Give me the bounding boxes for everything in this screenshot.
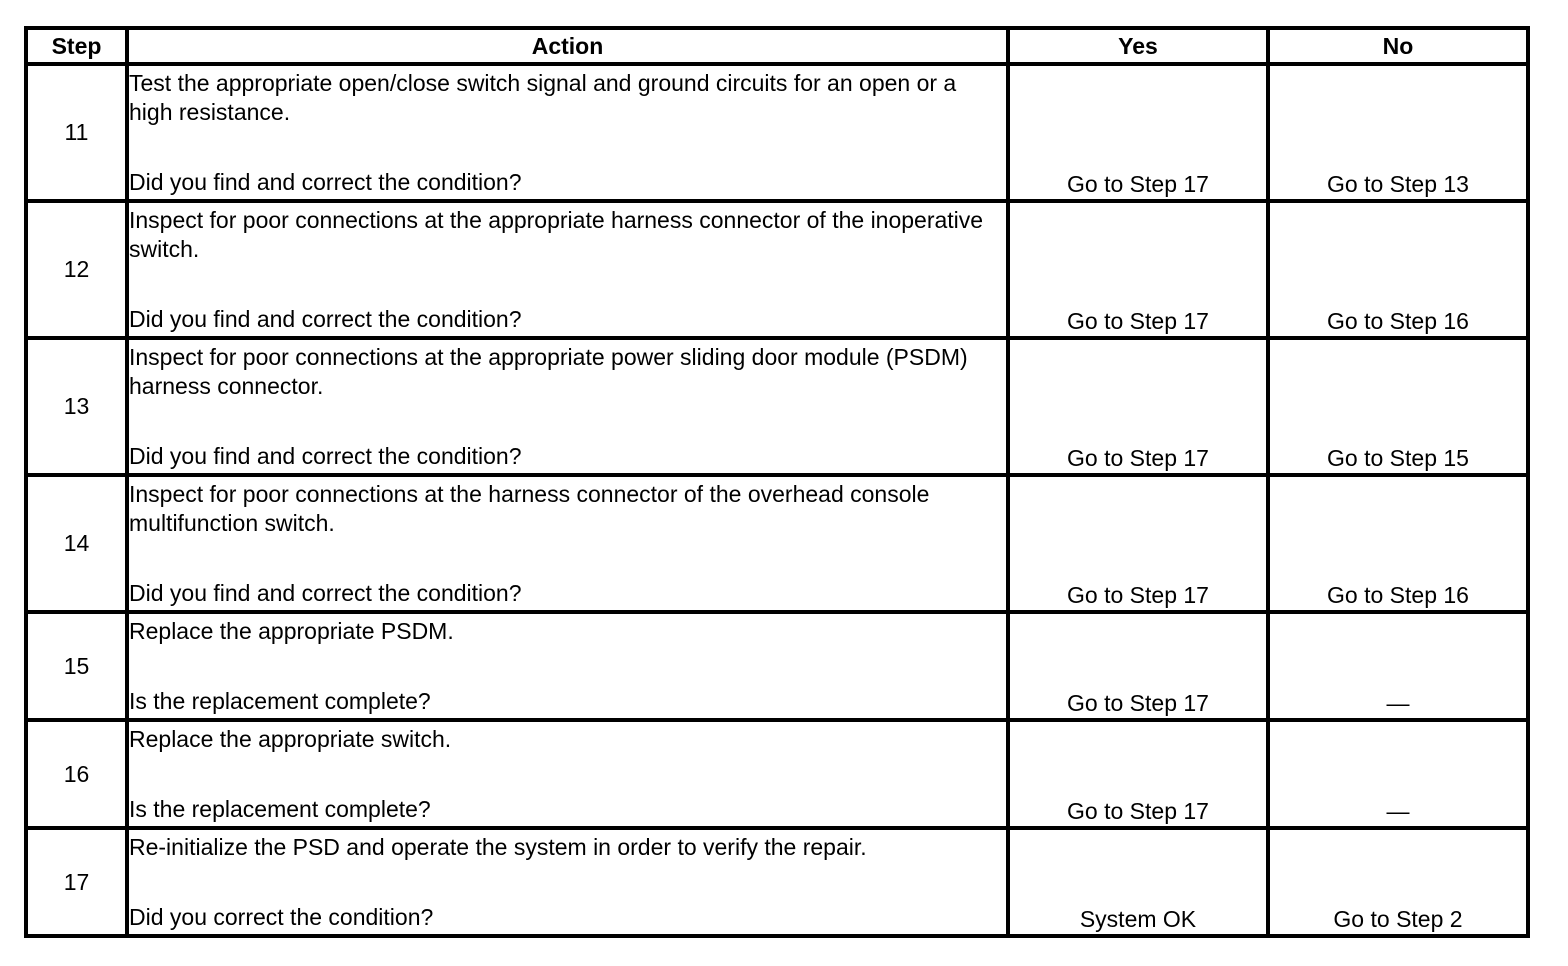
yes-result: Go to Step 17 bbox=[1008, 338, 1268, 475]
header-no: No bbox=[1268, 28, 1528, 64]
table-row bbox=[26, 612, 1528, 720]
yes-result: Go to Step 17 bbox=[1008, 612, 1268, 720]
no-result: — bbox=[1268, 612, 1528, 720]
table-row bbox=[26, 64, 1528, 201]
table-body bbox=[26, 64, 1528, 936]
action-question: Did you find and correct the condition? bbox=[129, 443, 522, 469]
step-number: 16 bbox=[26, 720, 127, 828]
action-cell bbox=[127, 201, 1008, 338]
header-step: Step bbox=[26, 28, 127, 64]
action-question: Did you correct the condition? bbox=[129, 904, 434, 930]
action-question: Did you find and correct the condition? bbox=[129, 169, 522, 195]
no-result: Go to Step 16 bbox=[1268, 475, 1528, 612]
table-row bbox=[26, 475, 1528, 612]
action-text: Inspect for poor connections at the appropriate harness connector of the inoperative switch. bbox=[129, 207, 984, 262]
step-number: 15 bbox=[26, 612, 127, 720]
table-row bbox=[26, 720, 1528, 828]
action-cell bbox=[127, 338, 1008, 475]
action-text: Test the appropriate open/close switch signal and ground circuits for an open or a high resistance. bbox=[129, 70, 957, 125]
action-question: Did you find and correct the condition? bbox=[129, 306, 522, 332]
step-number: 13 bbox=[26, 338, 127, 475]
action-cell bbox=[127, 720, 1008, 828]
action-question: Is the replacement complete? bbox=[129, 796, 431, 822]
action-text: Re-initialize the PSD and operate the system in order to verify the repair. bbox=[129, 834, 867, 860]
action-cell bbox=[127, 64, 1008, 201]
action-text: Inspect for poor connections at the appropriate power sliding door module (PSDM) harness connector. bbox=[129, 344, 968, 399]
step-number: 11 bbox=[26, 64, 127, 201]
header-row bbox=[26, 28, 1528, 64]
action-question: Is the replacement complete? bbox=[129, 688, 431, 714]
action-question: Did you find and correct the condition? bbox=[129, 580, 522, 606]
no-result: Go to Step 13 bbox=[1268, 64, 1528, 201]
yes-result: System OK bbox=[1008, 828, 1268, 936]
yes-result: Go to Step 17 bbox=[1008, 64, 1268, 201]
yes-result: Go to Step 17 bbox=[1008, 201, 1268, 338]
action-text: Replace the appropriate PSDM. bbox=[129, 618, 454, 644]
header-action: Action bbox=[127, 28, 1008, 64]
step-number: 17 bbox=[26, 828, 127, 936]
no-result: — bbox=[1268, 720, 1528, 828]
yes-result: Go to Step 17 bbox=[1008, 720, 1268, 828]
step-number: 14 bbox=[26, 475, 127, 612]
table-row bbox=[26, 828, 1528, 936]
diagnostic-table bbox=[24, 26, 1530, 938]
yes-result: Go to Step 17 bbox=[1008, 475, 1268, 612]
action-text: Replace the appropriate switch. bbox=[129, 726, 452, 752]
no-result: Go to Step 15 bbox=[1268, 338, 1528, 475]
no-result: Go to Step 16 bbox=[1268, 201, 1528, 338]
action-cell bbox=[127, 475, 1008, 612]
no-result: Go to Step 2 bbox=[1268, 828, 1528, 936]
action-cell bbox=[127, 612, 1008, 720]
header-yes: Yes bbox=[1008, 28, 1268, 64]
table-row bbox=[26, 338, 1528, 475]
step-number: 12 bbox=[26, 201, 127, 338]
table-header bbox=[26, 28, 1528, 64]
action-cell bbox=[127, 828, 1008, 936]
action-text: Inspect for poor connections at the harness connector of the overhead console multifunction switch. bbox=[129, 481, 930, 536]
table-row bbox=[26, 201, 1528, 338]
